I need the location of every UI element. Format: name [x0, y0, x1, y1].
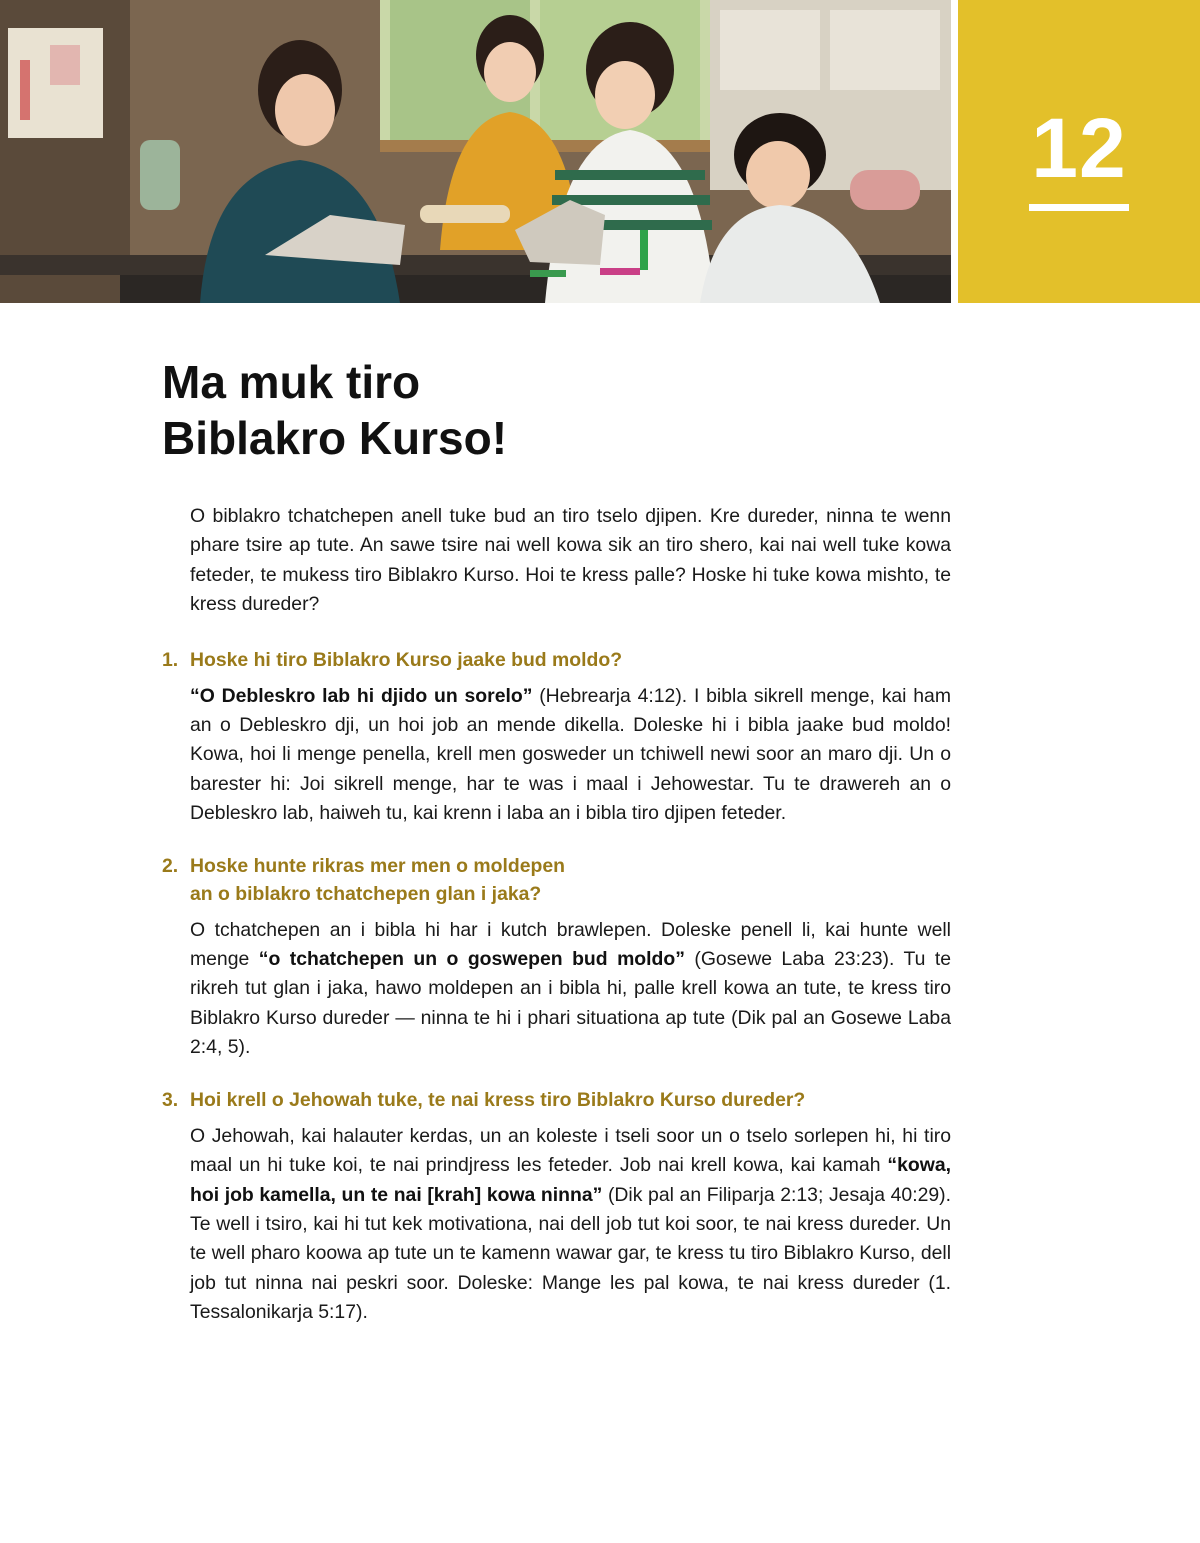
answer-text: O Jehowah, kai halauter kerdas, un an koleste i tseli soor un o tselo sorlepen hi, hi tiro maal un hi tuke koi, te nai prindjress les feteder. Job nai krell kowa, kai kamah	[190, 1124, 951, 1177]
question-number: 1.	[162, 648, 179, 671]
answer-paragraph	[190, 1122, 951, 1328]
lesson-number: 12	[1031, 101, 1127, 195]
question-line: Hoske hi tiro Biblakro Kurso jaake bud moldo?	[190, 648, 623, 671]
scripture-quote: “O Debleskro lab hi djido un sorelo”	[190, 684, 533, 707]
question-heading	[162, 1086, 951, 1114]
section-1	[162, 646, 951, 829]
question-line: an o biblakro tchatchepen glan i jaka?	[190, 882, 542, 905]
page-title-line: Ma muk tiro	[162, 356, 421, 408]
question-text	[190, 646, 622, 674]
section-2	[162, 852, 951, 1063]
answer-text: O tchatchepen an i bibla hi har i kutch brawlepen. Doleske penell li, kai hunte well menge	[190, 918, 951, 971]
scripture-quote: “kowa, hoi job kamella, un te nai [krah] kowa ninna”	[190, 1154, 951, 1206]
page-title	[162, 354, 942, 466]
question-number: 2.	[162, 854, 179, 877]
answer-text: (Gosewe Laba 23:23). Tu te rikreh tut glan i jaka, hawo moldepen an i bibla hi, palle krell kowa an tute, te kress tiro Biblakro Kurso dureder — ninna te hi i phari situationa ap tute (Dik pal an Gosewe Laba 2:4, 5).	[190, 948, 951, 1059]
lesson-number-underline	[1029, 204, 1129, 211]
question-number: 3.	[162, 1088, 179, 1111]
family-study-illustration	[0, 0, 951, 303]
question-heading	[162, 852, 951, 908]
answer-paragraph	[190, 682, 951, 829]
answer-text: (Hebrearja 4:12). I bibla sikrell menge, kai ham an o Debleskro dji, un hoi job an mende dikella. Doleske hi i bibla jaake bud moldo! Kowa, hoi li menge penella, krell men gosweder un tchiwell newi soor an maro dji. Un o barester hi: Joi sikrell menge, har te was i maal i Jehowestar. Tu te drawereh an o Debleskro lab, haiweh tu, kai krenn i laba an i bibla tiro djipen feteder.	[190, 684, 951, 825]
lesson-number-box	[958, 0, 1200, 303]
question-line: Hoi krell o Jehowah tuke, te nai kress tiro Biblakro Kurso dureder?	[190, 1088, 806, 1111]
intro-paragraph: O biblakro tchatchepen anell tuke bud an tiro tselo djipen. Kre dureder, ninna te wenn phare tsire ap tute. An sawe tsire nai well kowa sik an tiro shero, kai nai well tuke kowa feteder, te mukess tiro Biblakro Kurso. Hoi te kress palle? Hoske hi tuke kowa mishto, te kress dureder?	[190, 505, 951, 616]
section-3	[162, 1086, 951, 1328]
question-line: Hoske hunte rikras mer men o moldepen	[190, 854, 565, 877]
question-heading	[162, 646, 951, 674]
lesson-content	[162, 502, 951, 1351]
question-text	[190, 1086, 805, 1114]
scripture-quote: “o tchatchepen un o goswepen bud moldo”	[258, 948, 685, 971]
header-photo	[0, 0, 951, 303]
answer-paragraph	[190, 916, 951, 1063]
answer-text: (Dik pal an Filiparja 2:13; Jesaja 40:29). Te well i tsiro, kai hi tut kek motivationa, nai dell job tut koi soor, te nai kress dureder. Un te well pharo koowa ap tute un te kamenn wawar gar, te kress tu tiro Biblakro Kurso, dell job tut ninna nai peskri soor. Doleske: Mange les pal kowa, te nai kress dureder (1. Tessalonikarja 5:17).	[190, 1183, 951, 1324]
page-title-line: Biblakro Kurso!	[162, 412, 508, 464]
question-text	[190, 852, 565, 908]
